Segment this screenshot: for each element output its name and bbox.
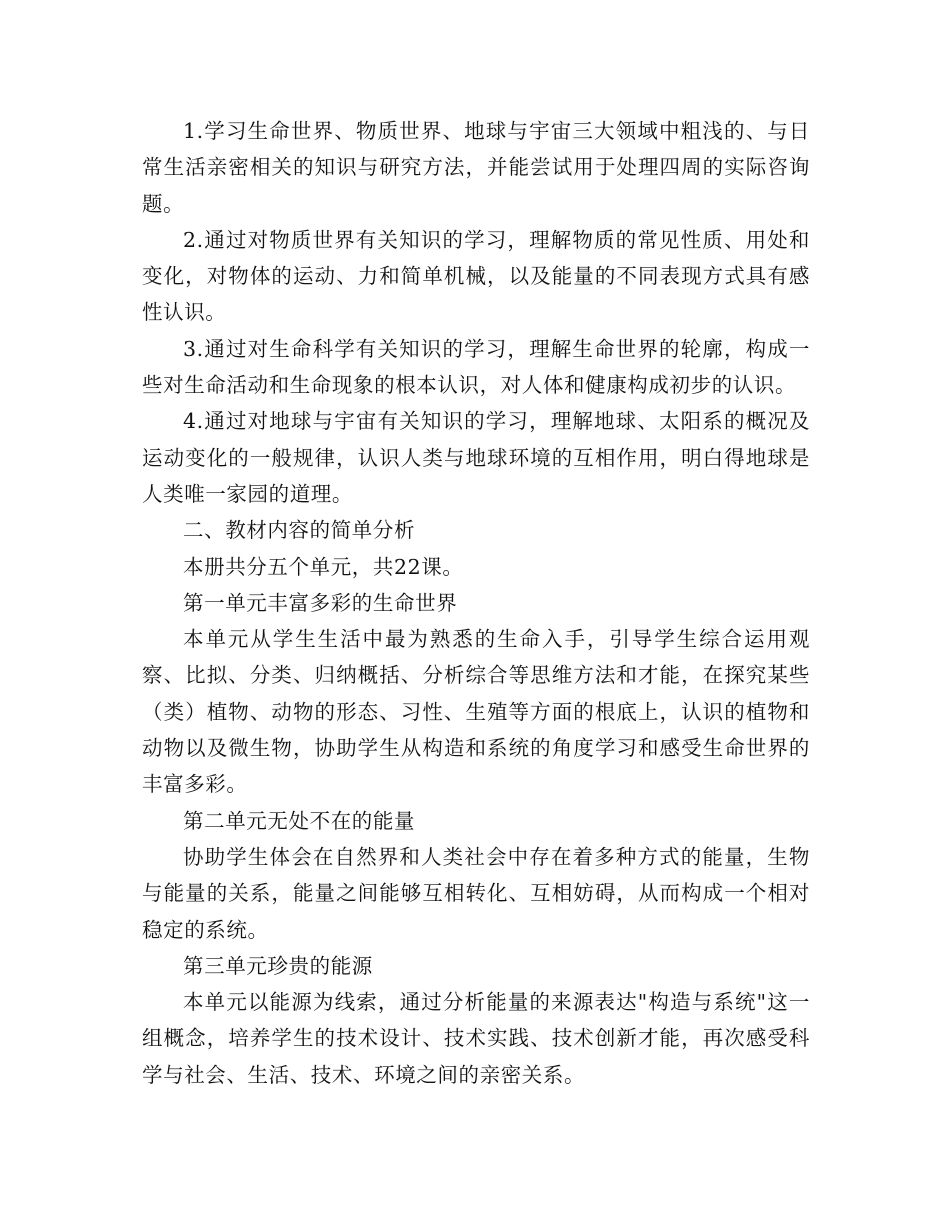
- objective-paragraph-2: 2.通过对物质世界有关知识的学习，理解物质的常见性质、用处和变化，对物体的运动、力和简单机械，以及能量的不同表现方式具有感性认识。: [142, 227, 810, 325]
- unit-1-title: 第一单元丰富多彩的生命世界: [183, 590, 458, 615]
- unit-3-title: 第三单元珍贵的能源: [183, 953, 373, 978]
- objective-paragraph-4: 4.通过对地球与宇宙有关知识的学习，理解地球、太阳系的概况及运动变化的一般规律，认识人类与地球环境的互相作用，明白得地球是人类唯一家园的道理。: [142, 409, 810, 506]
- unit-2-body: 协助学生体会在自然界和人类社会中存在着多种方式的能量，生物与能量的关系，能量之间能够互相转化、互相妨碍，从而构成一个相对稳定的系统。: [142, 844, 810, 942]
- document-body: [142, 113, 810, 1093]
- objective-paragraph-3: 3.通过对生命科学有关知识的学习，理解生命世界的轮廓，构成一些对生命活动和生命现象的根本认识，对人体和健康构成初步的认识。: [142, 336, 810, 398]
- objective-paragraph-1: 1.学习生命世界、物质世界、地球与宇宙三大领域中粗浅的、与日常生活亲密相关的知识与研究方法，并能尝试用于处理四周的实际咨询题。: [142, 119, 810, 216]
- unit-3-body: 本单元以能源为线索，通过分析能量的来源表达"构造与系统"这一组概念，培养学生的技术设计、技术实践、技术创新才能，再次感受科学与社会、生活、技术、环境之间的亲密关系。: [142, 990, 810, 1087]
- section-heading: 二、教材内容的简单分析: [183, 518, 416, 543]
- overview-paragraph: 本册共分五个单元，共22课。: [183, 554, 464, 579]
- unit-1-body: 本单元从学生生活中最为熟悉的生命入手，引导学生综合运用观察、比拟、分类、归纳概括、分析综合等思维方法和才能，在探究某些（类）植物、动物的形态、习性、生殖等方面的根底上，认识的植物和动物以及微生物，协助学生从构造和系统的角度学习和感受生命世界的丰富多彩。: [142, 627, 810, 797]
- unit-2-title: 第二单元无处不在的能量: [183, 808, 416, 833]
